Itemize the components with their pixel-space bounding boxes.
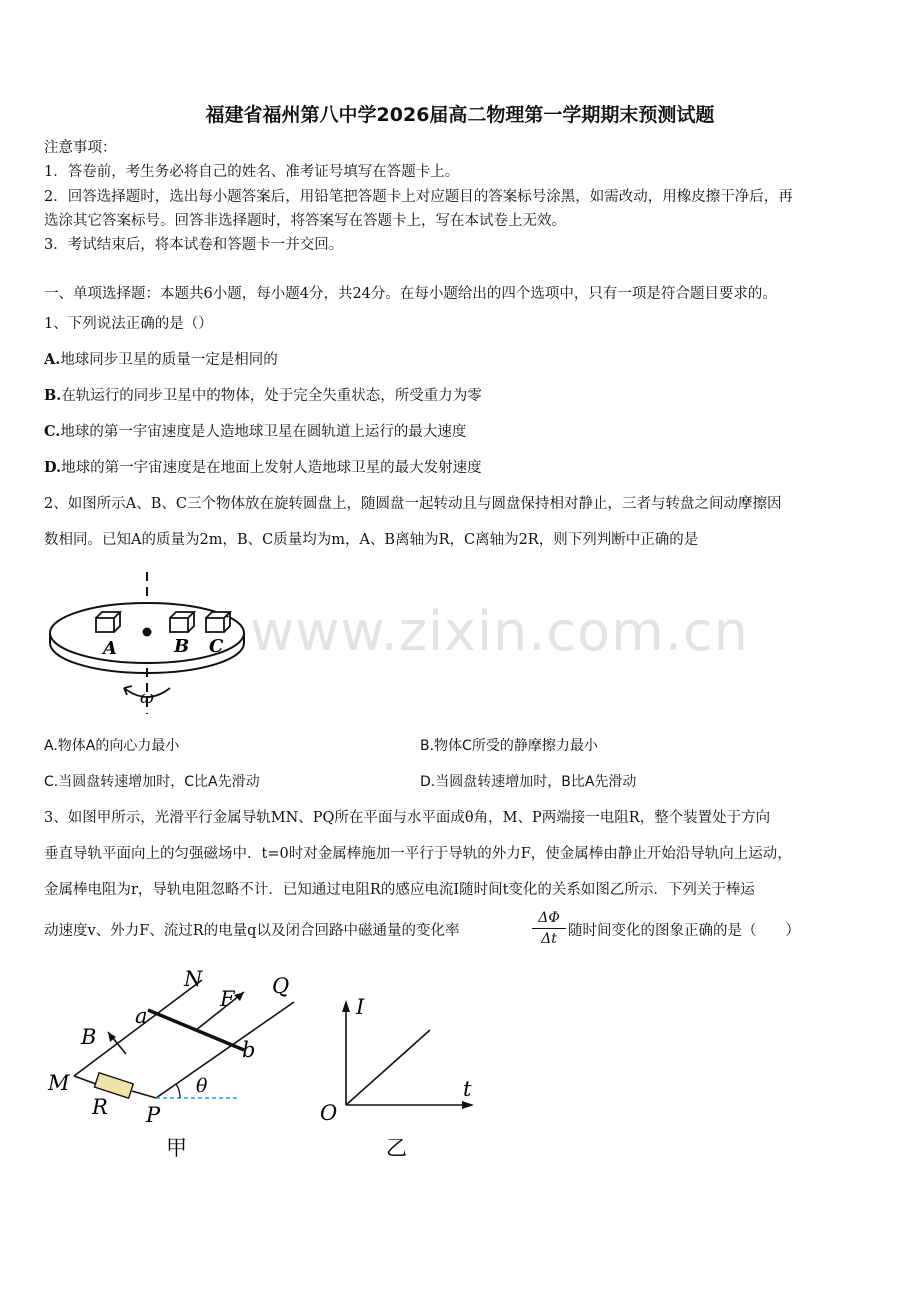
- notice-item: 2．回答选择题时，选出每小题答案后，用铅笔把答题卡上对应题目的答案标号涂黑，如需改动，用橡皮擦干净后，再: [44, 189, 793, 205]
- option-text: 地球的第一宇宙速度是人造地球卫星在圆轨道上运行的最大速度: [60, 424, 467, 440]
- notice-heading: 注意事项：: [44, 140, 117, 156]
- label-omega: ω: [140, 688, 154, 708]
- option-letter: B.: [44, 387, 62, 404]
- figure-yi: [314, 990, 484, 1165]
- label-theta: θ: [196, 1075, 208, 1097]
- notice-item: 1．答卷前，考生务必将自己的姓名、准考证号填写在答题卡上。: [44, 164, 460, 180]
- option-text: 地球同步卫星的质量一定是相同的: [60, 352, 278, 368]
- label-b-point: b: [242, 1038, 256, 1062]
- q2-option-d: D.当圆盘转速增加时，B比A先滑动: [420, 774, 637, 790]
- fraction-denominator: Δt: [532, 928, 566, 949]
- fraction-numerator: ΔΦ: [538, 910, 560, 926]
- origin-label: O: [320, 1101, 338, 1125]
- question-3-line: 3、如图甲所示，光滑平行金属导轨MN、PQ所在平面与水平面成θ角，M、P两端接一电阻R，整个装置处于方向: [44, 810, 771, 826]
- label-b: B: [174, 636, 190, 657]
- label-c: C: [209, 636, 224, 657]
- question-2-line: 数相同。已知A的质量为2m，B、C质量均为m，A、B离轴为R，C离轴为2R，则下列判断中正确的是: [44, 532, 699, 548]
- label-q: Q: [272, 974, 290, 998]
- q2-option-c: C.当圆盘转速增加时，C比A先滑动: [44, 774, 260, 790]
- label-a-point: a: [135, 1004, 148, 1028]
- question-3-line: 动速度v、外力F、流过R的电量q以及闭合回路中磁通量的变化率: [44, 923, 460, 939]
- question-3-line: 垂直导轨平面向上的匀强磁场中．t=0时对金属棒施加一平行于导轨的外力F，使金属棒由静止开始沿导轨向上运动，: [44, 846, 792, 862]
- option-letter: A.: [44, 351, 61, 368]
- label-p: P: [146, 1103, 161, 1127]
- turntable-figure: [44, 568, 264, 718]
- figure-caption-yi: 乙: [386, 1136, 407, 1160]
- figure-jia: [44, 962, 314, 1167]
- q1-option-b: [44, 387, 482, 405]
- option-letter: D.: [44, 459, 62, 476]
- notice-item: 3．考试结束后，将本试卷和答题卡一并交回。: [44, 237, 344, 253]
- figure-caption-jia: 甲: [166, 1136, 187, 1160]
- q2-option-b: B.物体C所受的静摩擦力最小: [420, 738, 598, 754]
- flux-rate-fraction: [532, 908, 566, 949]
- label-f: F: [220, 987, 235, 1011]
- label-n: N: [184, 967, 203, 991]
- option-letter: C.: [44, 423, 61, 440]
- option-text: 在轨运行的同步卫星中的物体，处于完全失重状态，所受重力为零: [61, 388, 482, 404]
- question-1-stem: 1、下列说法正确的是（）: [44, 316, 213, 332]
- question-3-line: 金属棒电阻为r，导轨电阻忽略不计．已知通过电阻R的感应电流I随时间t变化的关系如图乙所示．下列关于棒运: [44, 882, 755, 898]
- q1-option-c: [44, 423, 466, 441]
- question-3-line: 随时间变化的图象正确的是（ ）: [568, 923, 800, 939]
- section-heading: 一、单项选择题：本题共6小题，每小题4分，共24分。在每小题给出的四个选项中，只有一项是符合题目要求的。: [44, 286, 777, 302]
- label-b-field: B: [81, 1025, 97, 1049]
- question-2-line: 2、如图所示A、B、C三个物体放在旋转圆盘上，随圆盘一起转动且与圆盘保持相对静止，三者与转盘之间动摩擦因: [44, 496, 782, 512]
- label-r: R: [92, 1095, 108, 1119]
- notice-item: 选涂其它答案标号。回答非选择题时，将答案写在答题卡上，写在本试卷上无效。: [44, 213, 566, 229]
- axis-label-t: t: [463, 1077, 472, 1101]
- page-title: 福建省福州第八中学2026届高二物理第一学期期末预测试题: [205, 104, 715, 126]
- label-m: M: [48, 1071, 70, 1095]
- watermark: www.zixin.com.cn: [250, 600, 749, 663]
- option-text: 地球的第一宇宙速度是在地面上发射人造地球卫星的最大发射速度: [61, 460, 482, 476]
- q1-option-d: [44, 459, 482, 477]
- axis-label-i: I: [356, 995, 365, 1019]
- label-a: A: [103, 638, 117, 659]
- q1-option-a: [44, 351, 278, 369]
- q2-option-a: A.物体A的向心力最小: [44, 738, 180, 754]
